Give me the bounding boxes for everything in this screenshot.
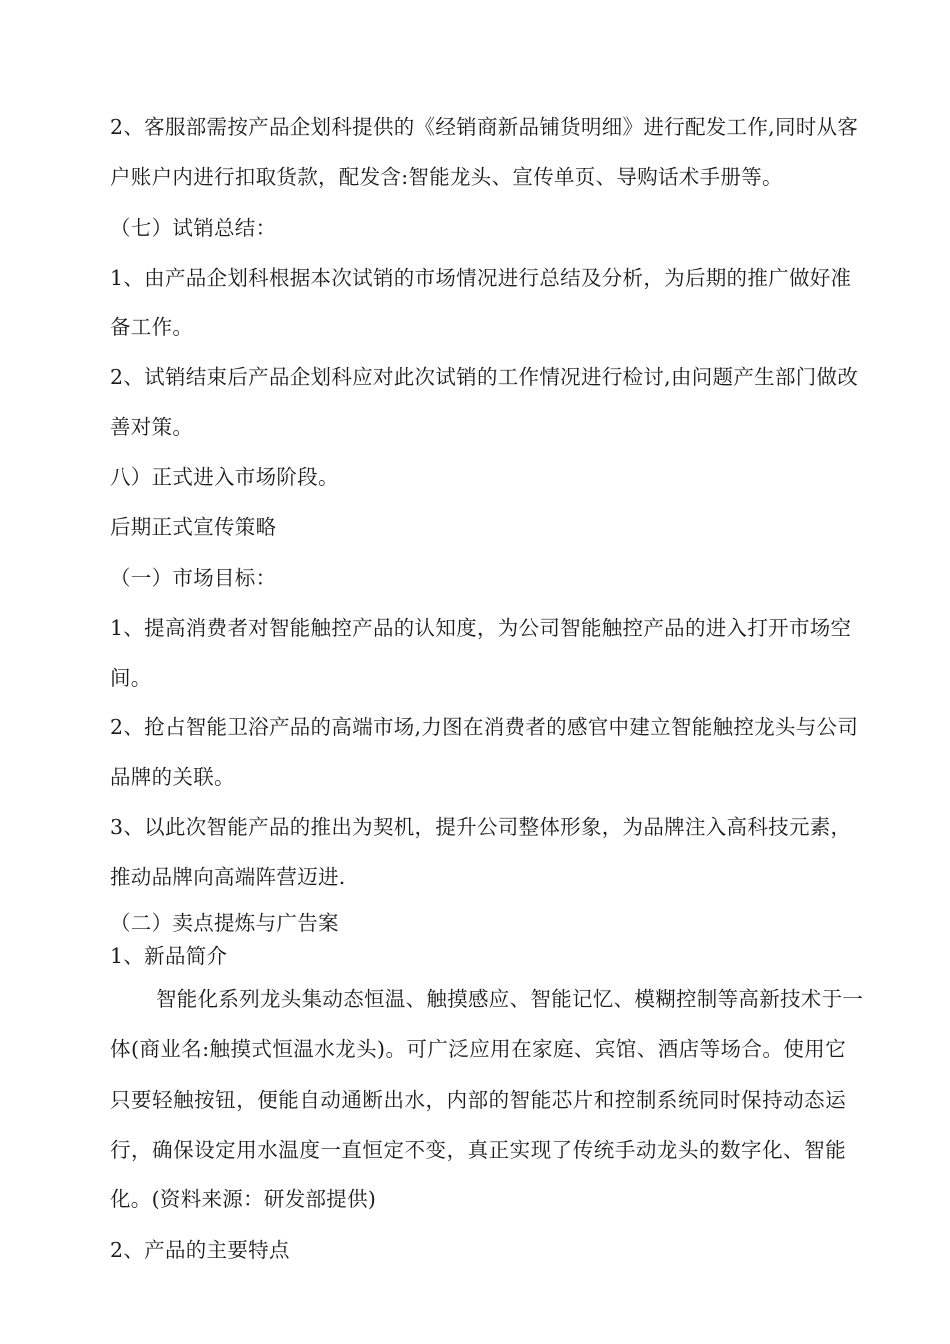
- text-line: 间。: [110, 666, 152, 690]
- text-line: 推动品牌向高端阵营迈进.: [110, 865, 346, 889]
- section-heading: 2、产品的主要特点: [110, 1238, 290, 1262]
- text-line: 户账户内进行扣取货款，配发含:智能龙头、宣传单页、导购话术手册等。: [110, 165, 783, 189]
- text-line: 1、由产品企划科根据本次试销的市场情况进行总结及分析，为后期的推广做好准: [110, 266, 852, 290]
- text-line: 善对策。: [110, 415, 194, 439]
- section-heading: （一）市场目标：: [110, 566, 277, 590]
- text-line: 品牌的关联。: [110, 765, 235, 789]
- section-heading: 1、新品简介: [110, 944, 228, 968]
- section-heading: 八）正式进入市场阶段。: [110, 465, 339, 489]
- text-line: 只要轻触按钮，便能自动通断出水，内部的智能芯片和控制系统同时保持动态运: [110, 1088, 846, 1112]
- text-line: 化。(资料来源：研发部提供): [110, 1187, 377, 1211]
- text-line: 行，确保设定用水温度一直恒定不变，真正实现了传统手动龙头的数字化、智能: [110, 1138, 846, 1162]
- text-line: 智能化系列龙头集动态恒温、触摸感应、智能记忆、模糊控制等高新技术于一: [156, 987, 864, 1011]
- section-heading: （七）试销总结：: [110, 216, 277, 240]
- text-line: 2、抢占智能卫浴产品的高端市场,力图在消费者的感官中建立智能触控龙头与公司: [110, 715, 859, 739]
- section-heading: 后期正式宣传策略: [110, 515, 277, 539]
- text-line: 2、试销结束后产品企划科应对此次试销的工作情况进行检讨,由问题产生部门做改: [110, 365, 859, 389]
- text-line: 2、客服部需按产品企划科提供的《经销商新品铺货明细》进行配发工作,同时从客: [110, 115, 859, 139]
- text-line: 体(商业名:触摸式恒温水龙头)。可广泛应用在家庭、宾馆、酒店等场合。使用它: [110, 1037, 846, 1061]
- section-heading: （二）卖点提炼与广告案: [110, 911, 339, 935]
- text-line: 备工作。: [110, 315, 194, 339]
- text-line: 3、以此次智能产品的推出为契机，提升公司整体形象，为品牌注入高科技元素，: [110, 815, 852, 839]
- text-line: 1、提高消费者对智能触控产品的认知度，为公司智能触控产品的进入打开市场空: [110, 616, 852, 640]
